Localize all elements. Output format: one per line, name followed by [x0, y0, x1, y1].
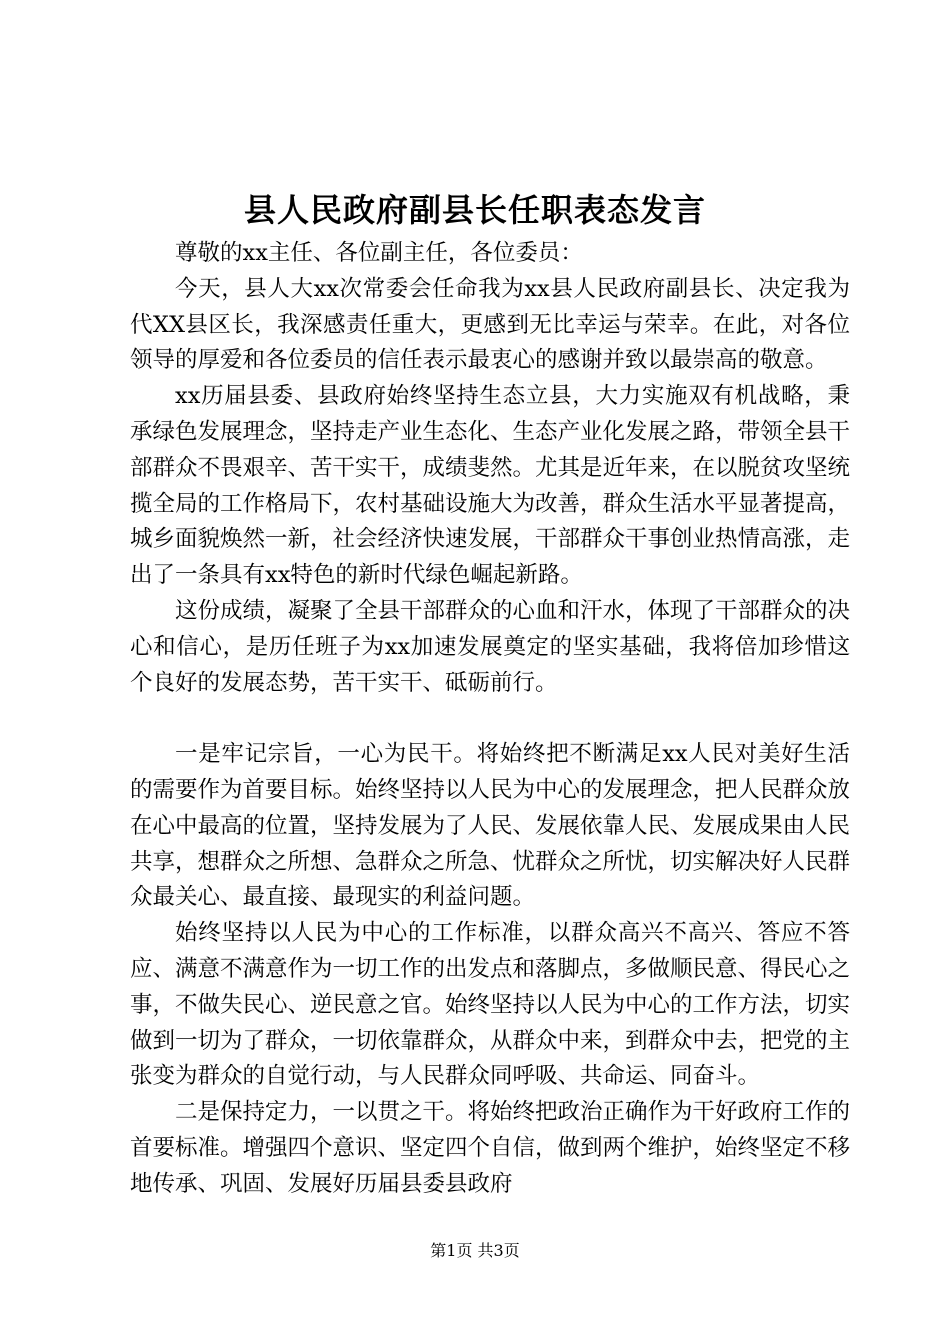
- body-paragraph: xx历届县委、县政府始终坚持生态立县，大力实施双有机战略，秉承绿色发展理念，坚持走产业生态化、生态产业化发展之路，带领全县干部群众不畏艰辛、苦干实干，成绩斐然。尤其是近年来，在以脱贫攻坚统揽全局的工作格局下，农村基础设施大为改善，群众生活水平显著提高，城乡面貌焕然一新，社会经济快速发展，干部群众干事创业热情高涨，走出了一条具有xx特色的新时代绿色崛起新路。: [130, 383, 851, 589]
- salutation-paragraph: 尊敬的xx主任、各位副主任，各位委员：: [175, 240, 583, 266]
- body-paragraph: 这份成绩，凝聚了全县干部群众的心血和汗水，体现了干部群众的决心和信心，是历任班子为xx加速发展奠定的坚实基础，我将倍加珍惜这个良好的发展态势，苦干实干、砥砺前行。: [130, 597, 851, 696]
- document-body: [130, 236, 850, 1203]
- page-number-footer: 第1页 共3页: [430, 1241, 520, 1260]
- body-paragraph: 始终坚持以人民为中心的工作标准，以群众高兴不高兴、答应不答应、满意不满意作为一切工作的出发点和落脚点，多做顺民意、得民心之事，不做失民心、逆民意之官。始终坚持以人民为中心的工作方法，切实做到一切为了群众，一切依靠群众，从群众中来，到群众中去，把党的主张变为群众的自觉行动，与人民群众同呼吸、共命运、同奋斗。: [130, 920, 851, 1090]
- document-title: 县人民政府副县长任职表态发言: [243, 191, 706, 229]
- body-paragraph: 今天，县人大xx次常委会任命我为xx县人民政府副县长、决定我为代XX县区长，我深感责任重大，更感到无比幸运与荣幸。在此，对各位领导的厚爱和各位委员的信任表示最衷心的感谢并致以最崇高的敬意。: [130, 275, 850, 374]
- body-paragraph: 一是牢记宗旨，一心为民干。将始终把不断满足xx人民对美好生活的需要作为首要目标。始终坚持以人民为中心的发展理念，把人民群众放在心中最高的位置，坚持发展为了人民、发展依靠人民、发展成果由人民共享，想群众之所想、急群众之所急、忧群众之所忧，切实解决好人民群众最关心、最直接、最现实的利益问题。: [130, 741, 851, 911]
- body-paragraph: 二是保持定力，一以贯之干。将始终把政治正确作为干好政府工作的首要标准。增强四个意识、坚定四个自信，做到两个维护，始终坚定不移地传承、巩固、发展好历届县委县政府: [130, 1099, 851, 1197]
